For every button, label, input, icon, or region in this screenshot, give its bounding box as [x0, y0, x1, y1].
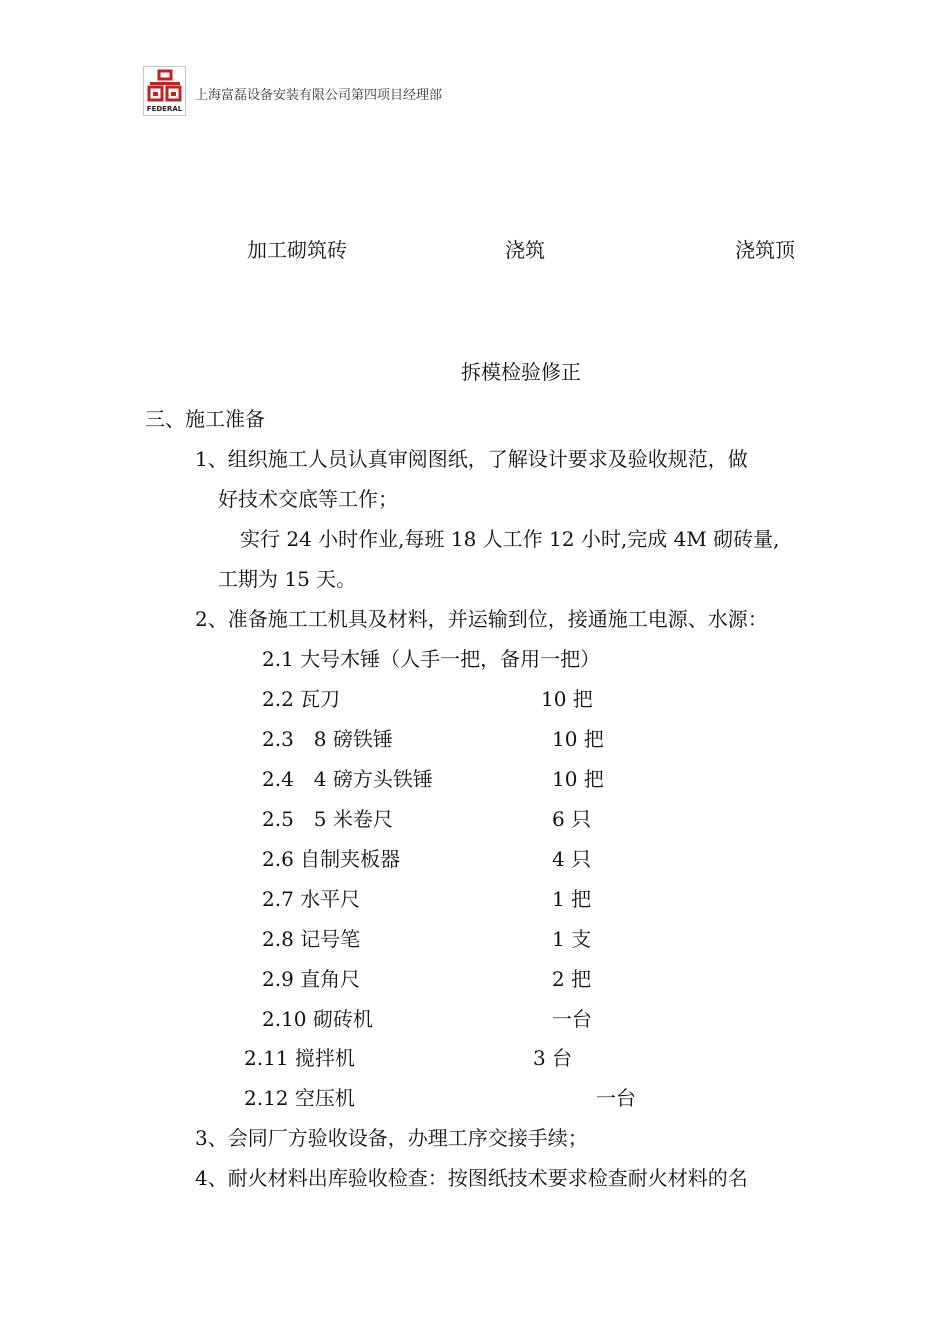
- item-1-line-4: 工期为 15 天。: [218, 567, 357, 591]
- item-1-line-2: 好技术交底等工作；: [218, 487, 398, 511]
- item-3: 3、会同厂方验收设备，办理工序交接手续；: [195, 1126, 588, 1150]
- item-1-line-3: 实行 24 小时作业,每班 18 人工作 12 小时,完成 4M 砌砖量,: [240, 527, 780, 551]
- tool-qty: 10 把: [552, 767, 604, 791]
- company-name: 上海富磊设备安装有限公司第四项目经理部: [195, 88, 443, 103]
- section-title: 三、施工准备: [145, 407, 265, 431]
- company-logo: [143, 66, 186, 116]
- tool-name: 2.9 直角尺: [262, 967, 361, 991]
- flow-step-1: 加工砌筑砖: [247, 238, 347, 262]
- tool-name: 2.4 4 磅方头铁锤: [262, 767, 433, 791]
- tool-qty: 3 台: [533, 1046, 573, 1070]
- tool-qty: 2 把: [552, 967, 592, 991]
- tool-name: 2.12 空压机: [244, 1086, 355, 1110]
- tool-qty: 一台: [596, 1086, 636, 1110]
- tool-name: 2.6 自制夹板器: [262, 847, 401, 871]
- tool-qty: 4 只: [552, 847, 592, 871]
- logo-text: FEDERAL: [146, 105, 183, 113]
- flow-step-4: 拆模检验修正: [461, 360, 581, 384]
- item-4: 4、耐火材料出库验收检查：按图纸技术要求检查耐火材料的名: [195, 1166, 748, 1190]
- tool-name: 2.10 砌砖机: [262, 1007, 373, 1031]
- tool-name: 2.7 水平尺: [262, 887, 361, 911]
- tool-name: 2.2 瓦刀: [262, 687, 341, 711]
- tool-qty: 6 只: [552, 807, 592, 831]
- tool-name: 2.3 8 磅铁锤: [262, 727, 393, 751]
- flow-step-3: 浇筑顶: [735, 238, 795, 262]
- tool-qty: 10 把: [552, 727, 604, 751]
- federal-logo-icon: [144, 67, 185, 115]
- tool-name: 2.11 搅拌机: [244, 1046, 355, 1070]
- item-1-line-1: 1、组织施工人员认真审阅图纸，了解设计要求及验收规范，做: [195, 447, 748, 471]
- tool-qty: 1 支: [552, 927, 592, 951]
- tool-qty: 1 把: [552, 887, 592, 911]
- flow-step-2: 浇筑: [505, 238, 545, 262]
- item-2: 2、准备施工工机具及材料，并运输到位，接通施工电源、水源：: [195, 607, 768, 631]
- tool-qty: 一台: [552, 1007, 592, 1031]
- tool-name: 2.8 记号笔: [262, 927, 361, 951]
- tool-name: 2.5 5 米卷尺: [262, 807, 393, 831]
- tool-qty: 10 把: [541, 687, 593, 711]
- tool-name: 2.1 大号木锤（人手一把，备用一把）: [262, 647, 601, 671]
